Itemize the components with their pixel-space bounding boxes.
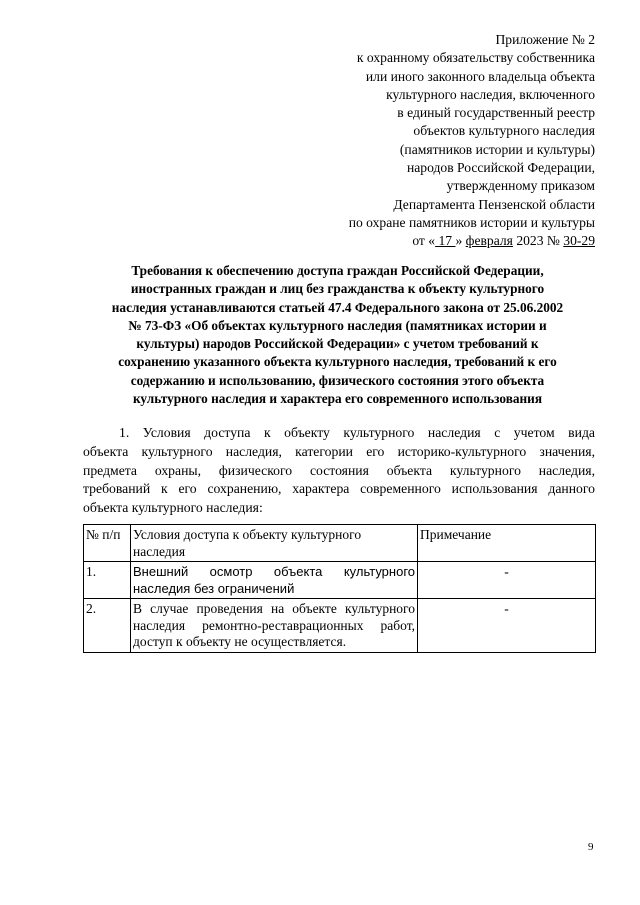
requirements-heading [90, 262, 585, 408]
heading-line: Требования к обеспечению доступа граждан Российской Федерации, [131, 263, 544, 278]
order-day: 17 [435, 233, 456, 249]
heading-line: № 73-ФЗ «Об объектах культурного наследия (памятниках истории и [128, 317, 547, 333]
appendix-line: к охранному обязательству собственника [356, 50, 595, 66]
row-condition: Внешний осмотр объекта культурного наследия без ограничений [131, 562, 418, 599]
appendix-title: Приложение № 2 [495, 32, 595, 47]
row-number: 2. [84, 599, 131, 653]
heading-line: иностранных граждан и лиц без гражданства к объекту культурного [130, 281, 545, 297]
appendix-block [265, 31, 595, 251]
header-conditions: Условия доступа к объекту культурного наследия [131, 525, 418, 562]
order-mid: » [455, 233, 466, 249]
heading-line: наследия устанавливаются статьей 47.4 Федерального закона от 25.06.2002 [111, 299, 564, 315]
order-year: 2023 № [512, 233, 564, 249]
access-conditions-table [83, 524, 596, 653]
table-header-row [84, 525, 596, 562]
appendix-line: по охране памятников истории и культуры [348, 214, 595, 230]
page-number: 9 [588, 841, 594, 853]
order-month: февраля [465, 233, 513, 249]
row-condition: В случае проведения на объекте культурного наследия ремонтно-реставрационных работ, доступ к объекту не осуществляется. [131, 599, 418, 653]
heading-line: культурного наследия и характера его современного использования [132, 391, 543, 407]
order-number: 30-29 [563, 233, 595, 249]
paragraph-line: предмета охраны, физического состояния объекта культурного наследия, [83, 462, 595, 478]
paragraph-line: 1. Условия доступа к объекту культурного наследия с учетом вида [119, 425, 595, 440]
order-date-line [265, 232, 595, 250]
heading-line: содержанию и использованию, физического состояния этого объекта [130, 372, 545, 388]
appendix-line: в единый государственный реестр [397, 105, 595, 121]
header-note: Примечание [418, 525, 596, 562]
appendix-line: культурного наследия, включенного [386, 86, 595, 102]
table-row [84, 599, 596, 653]
paragraph-line: требований к его сохранению, характера современного использования данного [83, 481, 595, 497]
appendix-line: Департамента Пензенской области [393, 196, 595, 212]
row-note: - [418, 562, 596, 599]
appendix-line: или иного законного владельца объекта [365, 68, 595, 84]
row-number: 1. [84, 562, 131, 599]
header-number: № п/п [84, 525, 131, 562]
table-row [84, 562, 596, 599]
order-prefix: от « [412, 233, 436, 249]
access-conditions-paragraph [83, 424, 595, 518]
heading-line: сохранению указанного объекта культурного наследия, требований к его [118, 354, 557, 370]
paragraph-line: объекта культурного наследия: [83, 500, 263, 516]
appendix-line: (памятников истории и культуры) [399, 141, 595, 157]
appendix-line: объектов культурного наследия [413, 123, 595, 139]
appendix-line: народов Российской Федерации, [406, 160, 595, 176]
heading-line: культуры) народов Российской Федерации» с учетом требований к [136, 336, 539, 352]
row-note: - [418, 599, 596, 653]
paragraph-line: объекта культурного наследия, категории его историко-культурного значения, [83, 443, 595, 459]
appendix-line: утвержденному приказом [446, 178, 595, 194]
